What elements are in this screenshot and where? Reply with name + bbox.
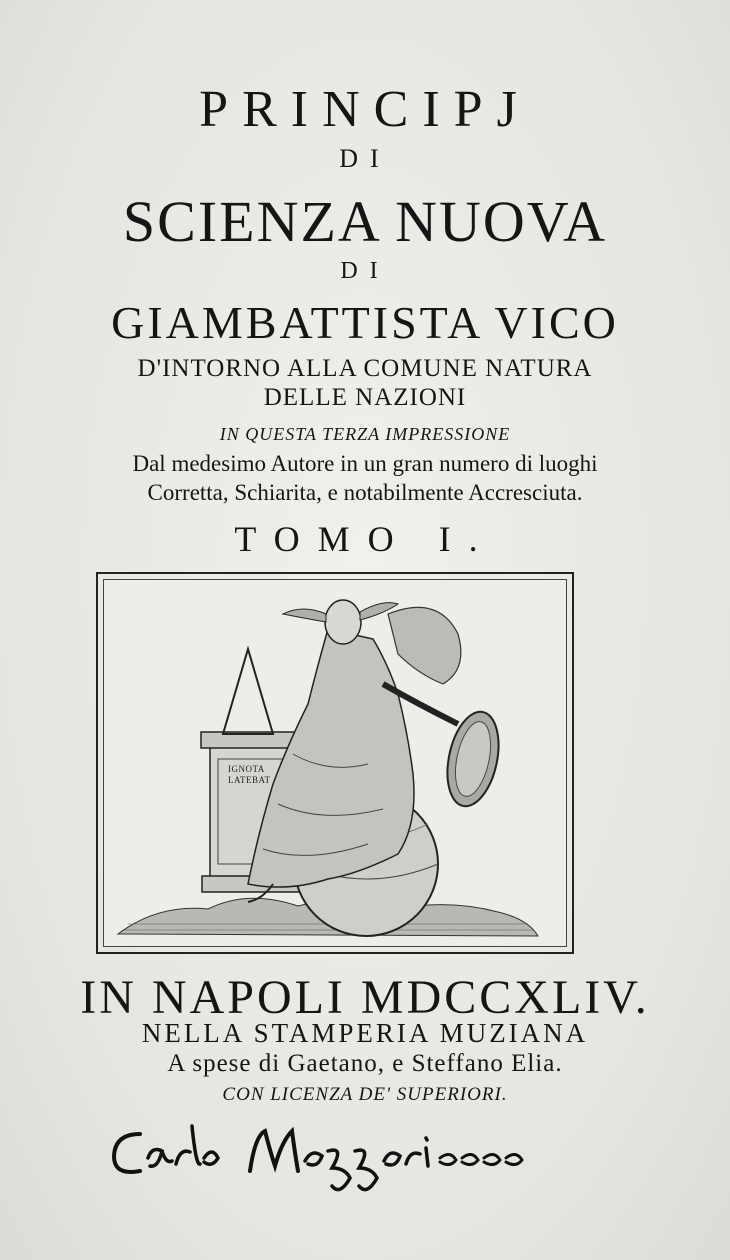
- imprint-place-date: IN NAPOLI MDCCXLIV.: [80, 971, 650, 1024]
- edition-note: IN QUESTA TERZA IMPRESSIONE: [219, 424, 511, 444]
- subtitle-line-2: DELLE NAZIONI: [263, 384, 467, 411]
- author-name: GIAMBATTISTA VICO: [111, 297, 619, 348]
- plinth-inscription-2: LATEBAT: [228, 775, 271, 785]
- imprint-printer: NELLA STAMPERIA MUZIANA: [141, 1018, 589, 1048]
- frontispiece-engraving: [96, 572, 574, 954]
- title-principj: PRINCIPJ: [199, 81, 531, 138]
- edition-detail-1: Dal medesimo Autore in un gran numero di luoghi: [132, 451, 598, 476]
- imprint-publishers: A spese di Gaetano, e Steffano Elia.: [167, 1050, 563, 1077]
- subtitle-line-1: D'INTORNO ALLA COMUNE NATURA: [137, 355, 593, 382]
- imprint-license: CON LICENZA DE' SUPERIORI.: [222, 1084, 508, 1105]
- title-di-2: DI: [340, 258, 390, 284]
- signature-text: Carlo Mozzoni: [100, 1106, 108, 1107]
- handwritten-signature: [100, 1106, 570, 1206]
- plinth-inscription-1: IGNOTA: [228, 764, 265, 774]
- title-di-1: DI: [339, 144, 391, 173]
- allegorical-figure-icon: [98, 574, 576, 956]
- title-scienza-nuova: SCIENZA NUOVA: [122, 189, 608, 254]
- edition-detail-2: Corretta, Schiarita, e notabilmente Accresciuta.: [147, 480, 583, 505]
- volume-number: TOMO I.: [234, 519, 496, 559]
